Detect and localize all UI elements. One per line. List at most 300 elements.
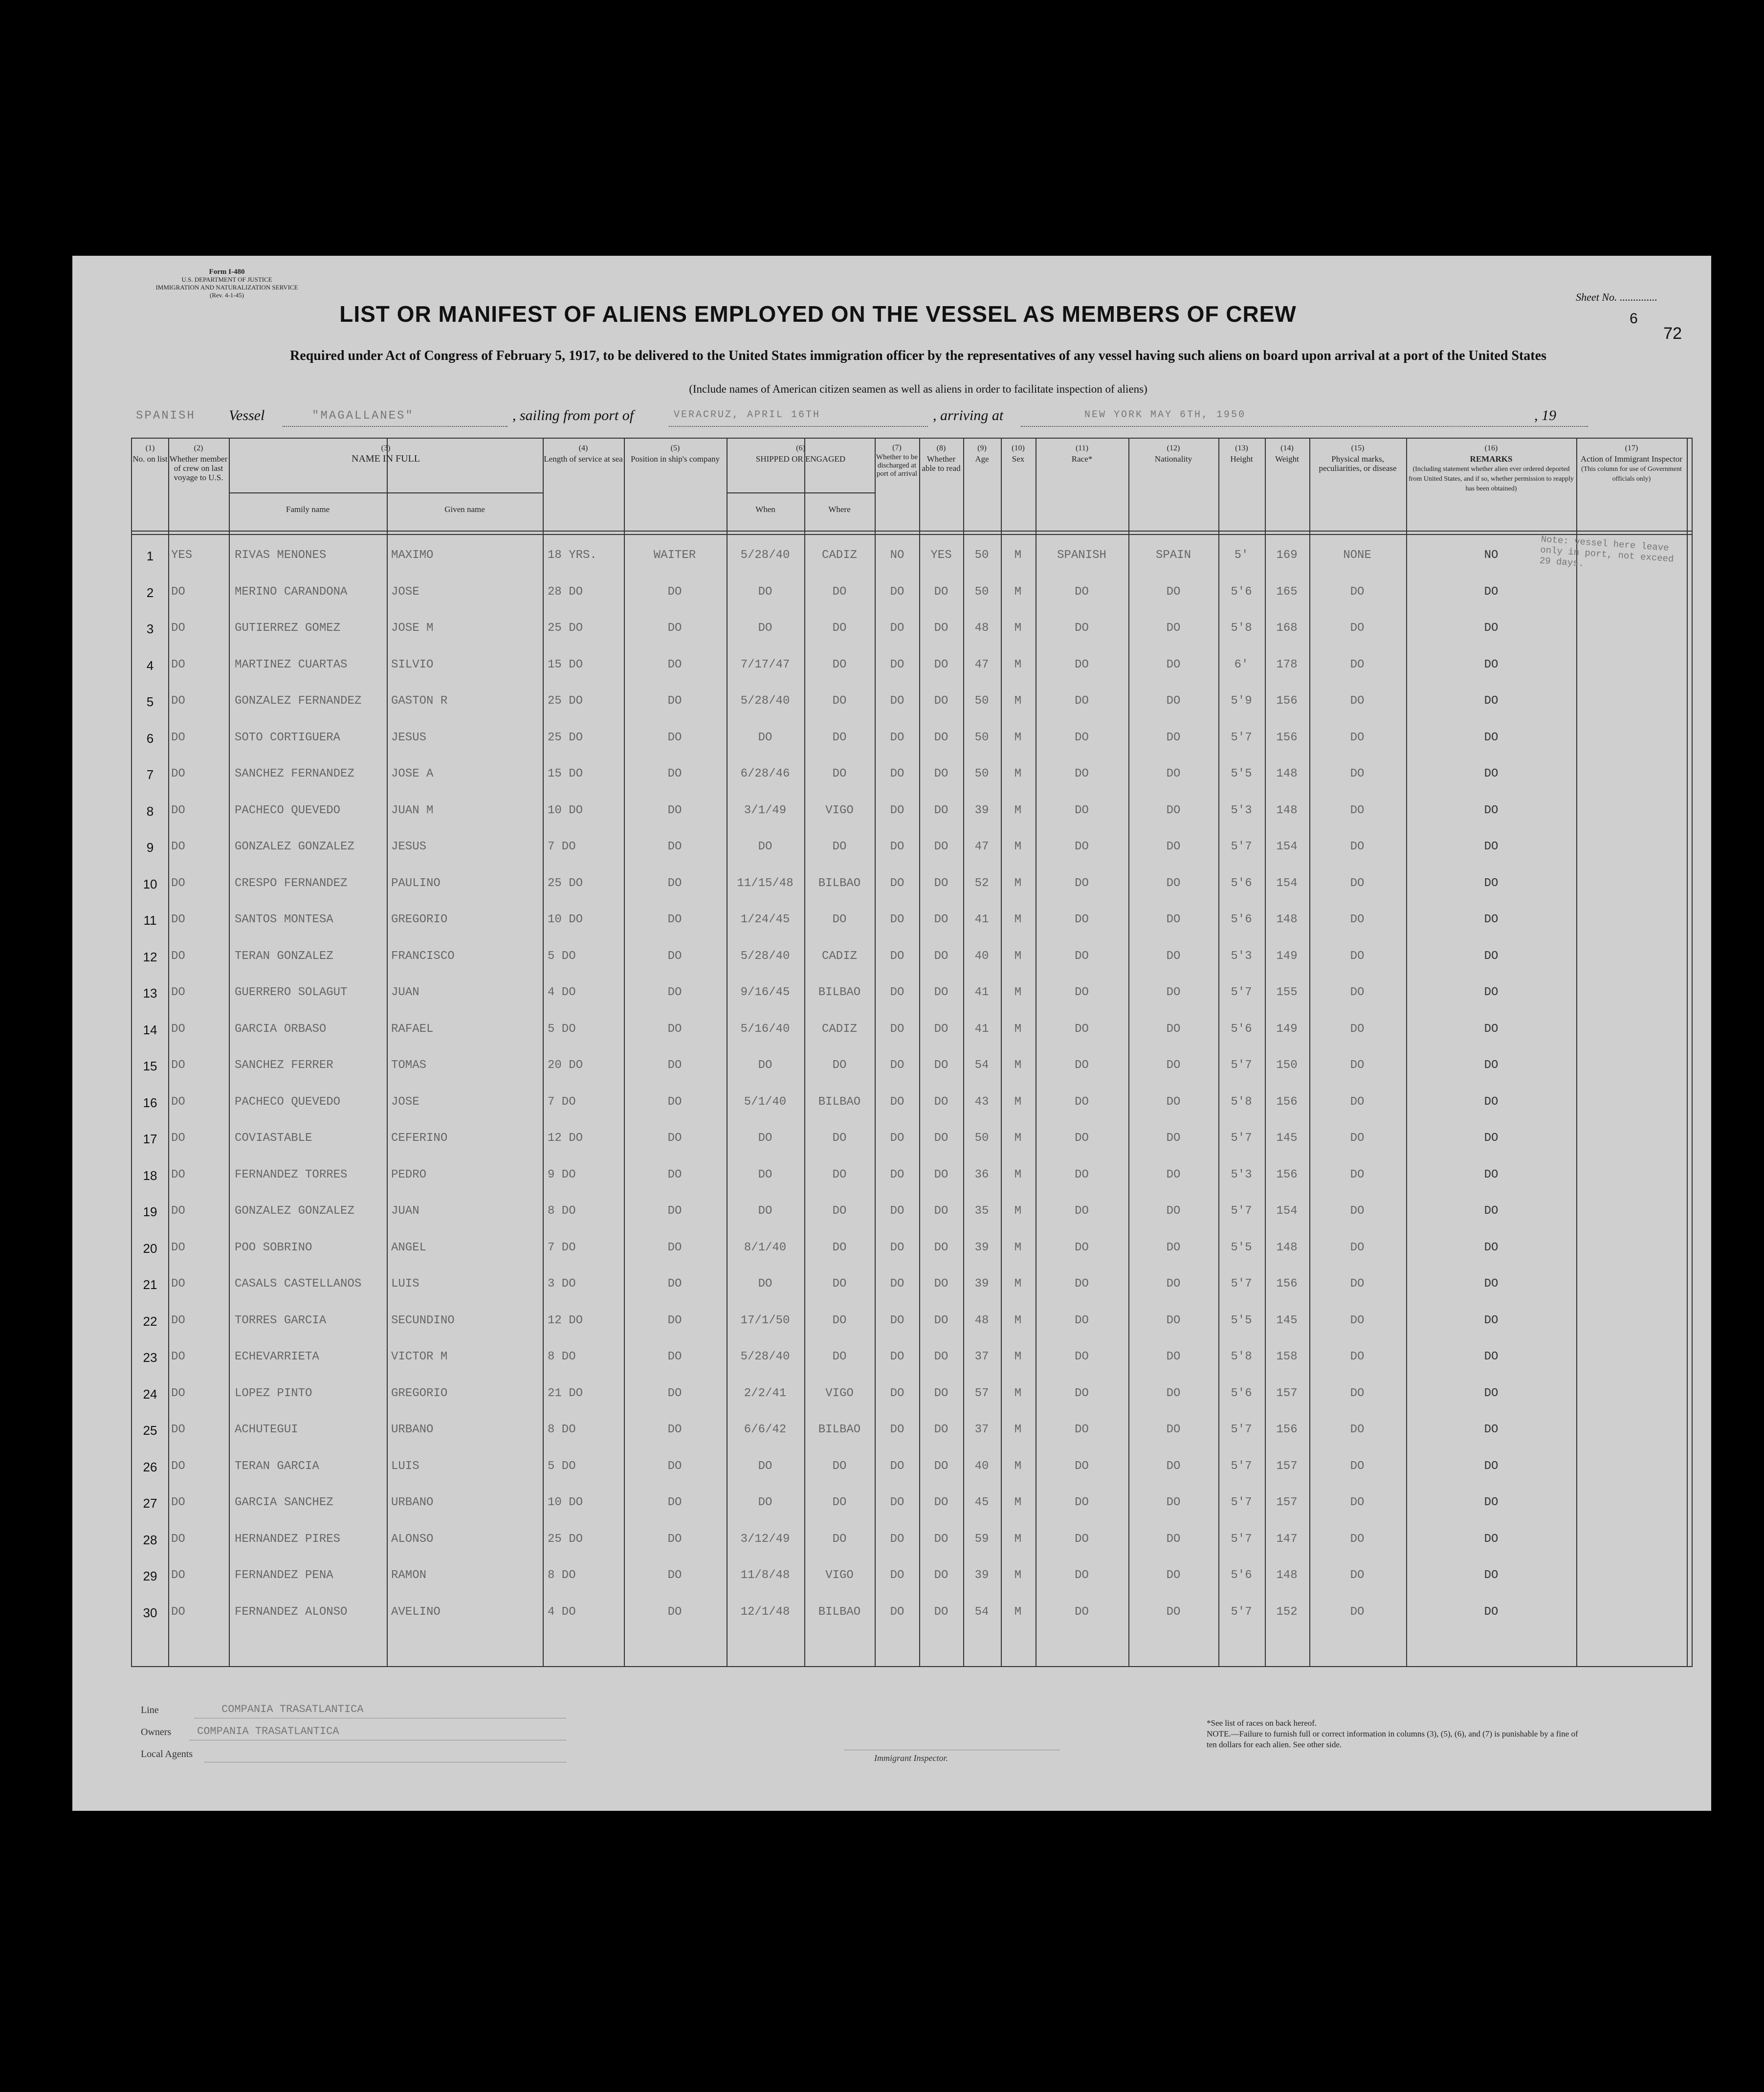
row-number: 6	[146, 731, 154, 746]
cell-where: DO	[832, 1277, 847, 1291]
cell-crew: DO	[171, 658, 185, 671]
cell-family: TORRES GARCIA	[235, 1313, 327, 1327]
cell-marks: DO	[1350, 1241, 1365, 1254]
cell-crew: DO	[171, 1132, 185, 1145]
row-number: 21	[143, 1277, 157, 1292]
cell-race: DO	[1075, 1423, 1089, 1436]
cell-family: GUERRERO SOLAGUT	[235, 986, 348, 999]
cell-height: 5'5	[1231, 767, 1252, 780]
col-14-header: (14) Weight	[1275, 444, 1299, 464]
cell-remarks: DO	[1484, 1132, 1499, 1145]
cell-height: 5'6	[1231, 1022, 1252, 1036]
cell-remarks: DO	[1484, 767, 1499, 780]
family-name-header: Family name	[286, 505, 330, 514]
cell-height: 5'6	[1231, 913, 1252, 926]
row-number: 29	[143, 1569, 157, 1583]
cell-sex: M	[1014, 1059, 1022, 1072]
cell-given: JOSE M	[391, 622, 434, 635]
cell-where: DO	[832, 767, 847, 780]
cell-nationality: DO	[1166, 1386, 1181, 1400]
cell-position: DO	[667, 1132, 682, 1145]
cell-marks: DO	[1350, 1350, 1365, 1363]
cell-read: DO	[934, 1168, 948, 1181]
manifest-table	[131, 438, 1693, 1667]
cell-remarks: DO	[1484, 1313, 1499, 1327]
cell-crew: DO	[171, 767, 185, 780]
row-number: 27	[143, 1496, 157, 1511]
cell-race: DO	[1075, 1132, 1089, 1145]
col-11-header: (11) Race*	[1071, 444, 1093, 464]
cell-service: 3 DO	[548, 1277, 576, 1291]
owners-value: COMPANIA TRASATLANTICA	[197, 1725, 339, 1737]
cell-race: DO	[1075, 694, 1089, 708]
cell-position: DO	[667, 1386, 682, 1400]
cell-age: 50	[974, 549, 989, 562]
cell-race: DO	[1075, 1204, 1089, 1218]
cell-race: DO	[1075, 1095, 1089, 1109]
cell-position: DO	[667, 731, 682, 744]
line-label: Line	[141, 1705, 159, 1715]
cell-service: 8 DO	[548, 1569, 576, 1582]
cell-family: SANTOS MONTESA	[235, 913, 333, 926]
cell-age: 59	[974, 1532, 989, 1546]
cell-family: GONZALEZ GONZALEZ	[235, 840, 354, 853]
cell-given: AVELINO	[391, 1605, 441, 1619]
cell-read: DO	[934, 1241, 948, 1254]
cell-crew: DO	[171, 803, 185, 817]
cell-where: BILBAO	[818, 986, 861, 999]
cell-sex: M	[1014, 1605, 1022, 1619]
col-3-header: (3) NAME IN FULL	[352, 444, 420, 464]
cell-weight: 152	[1276, 1605, 1298, 1619]
row-number: 3	[146, 622, 154, 636]
local-agents-label: Local Agents	[141, 1749, 193, 1759]
cell-given: RAFAEL	[391, 1022, 434, 1036]
cell-discharged: DO	[890, 949, 904, 963]
cell-race: DO	[1075, 1277, 1089, 1291]
cell-when: DO	[758, 585, 772, 599]
cell-sex: M	[1014, 658, 1022, 671]
cell-height: 5'7	[1231, 986, 1252, 999]
cell-remarks: DO	[1484, 1532, 1499, 1546]
cell-age: 39	[974, 1569, 989, 1582]
cell-service: 12 DO	[548, 1132, 583, 1145]
cell-height: 5'9	[1231, 694, 1252, 708]
cell-given: JUAN	[391, 986, 419, 999]
cell-when: DO	[758, 1168, 772, 1181]
cell-position: DO	[667, 949, 682, 963]
cell-crew: DO	[171, 1496, 185, 1509]
cell-race: DO	[1075, 1386, 1089, 1400]
cell-when: 1/24/45	[740, 913, 790, 926]
cell-service: 25 DO	[548, 1532, 583, 1546]
row-number: 13	[143, 986, 157, 1001]
cell-age: 37	[974, 1423, 989, 1436]
cell-where: DO	[832, 1459, 847, 1473]
cell-weight: 155	[1276, 986, 1298, 999]
cell-where: DO	[832, 913, 847, 926]
col-1-header: (1) No. on list	[132, 444, 168, 464]
vessel-line	[136, 402, 1627, 427]
cell-when: 5/16/40	[740, 1022, 790, 1036]
cell-height: 5'7	[1231, 1204, 1252, 1218]
cell-family: HERNANDEZ PIRES	[235, 1532, 341, 1546]
cell-read: DO	[934, 731, 948, 744]
cell-weight: 149	[1276, 949, 1298, 963]
cell-remarks: DO	[1484, 1168, 1499, 1181]
year-label: , 19	[1534, 407, 1556, 423]
cell-marks: DO	[1350, 1532, 1365, 1546]
cell-remarks: DO	[1484, 1569, 1499, 1582]
cell-discharged: DO	[890, 1313, 904, 1327]
cell-crew: DO	[171, 913, 185, 926]
cell-position: DO	[667, 1569, 682, 1582]
cell-weight: 154	[1276, 840, 1298, 853]
cell-height: 5'5	[1231, 1313, 1252, 1327]
cell-crew: DO	[171, 731, 185, 744]
cell-position: DO	[667, 1022, 682, 1036]
row-number: 8	[146, 803, 154, 819]
cell-crew: DO	[171, 622, 185, 635]
row-number: 26	[143, 1459, 157, 1474]
cell-age: 39	[974, 803, 989, 817]
cell-remarks: DO	[1484, 913, 1499, 926]
cell-race: DO	[1075, 1059, 1089, 1072]
cell-discharged: DO	[890, 840, 904, 853]
row-number: 22	[143, 1313, 157, 1329]
cell-crew: YES	[171, 549, 193, 562]
cell-discharged: DO	[890, 1605, 904, 1619]
cell-crew: DO	[171, 1095, 185, 1109]
cell-family: TERAN GARCIA	[235, 1459, 319, 1473]
cell-service: 15 DO	[548, 767, 583, 780]
cell-discharged: DO	[890, 1459, 904, 1473]
cell-given: GREGORIO	[391, 913, 448, 926]
row-number: 1	[146, 549, 154, 563]
cell-where: BILBAO	[818, 1605, 861, 1619]
cell-marks: DO	[1350, 1496, 1365, 1509]
cell-family: CRESPO FERNANDEZ	[235, 876, 348, 890]
cell-discharged: DO	[890, 1241, 904, 1254]
cell-read: DO	[934, 694, 948, 708]
cell-sex: M	[1014, 549, 1022, 562]
document-title: LIST OR MANIFEST OF ALIENS EMPLOYED ON THE VESSEL AS MEMBERS OF CREW	[339, 301, 1297, 327]
cell-read: DO	[934, 949, 948, 963]
cell-nationality: DO	[1166, 1277, 1181, 1291]
cell-position: DO	[667, 694, 682, 708]
cell-discharged: DO	[890, 622, 904, 635]
cell-race: SPANISH	[1057, 549, 1106, 562]
cell-read: YES	[930, 549, 952, 562]
cell-marks: DO	[1350, 1569, 1365, 1582]
service-name: IMMIGRATION AND NATURALIZATION SERVICE	[155, 284, 298, 291]
cell-where: DO	[832, 1496, 847, 1509]
cell-nationality: DO	[1166, 1313, 1181, 1327]
cell-race: DO	[1075, 986, 1089, 999]
vessel-name: "MAGALLANES"	[312, 409, 414, 423]
cell-family: GONZALEZ FERNANDEZ	[235, 694, 362, 708]
cell-sex: M	[1014, 1386, 1022, 1400]
cell-remarks: DO	[1484, 1095, 1499, 1109]
cell-race: DO	[1075, 1022, 1089, 1036]
cell-when: DO	[758, 622, 772, 635]
cell-position: DO	[667, 1605, 682, 1619]
cell-where: VIGO	[825, 803, 854, 817]
cell-race: DO	[1075, 1532, 1089, 1546]
row-number: 5	[146, 694, 154, 709]
cell-discharged: DO	[890, 913, 904, 926]
cell-sex: M	[1014, 1532, 1022, 1546]
cell-height: 5'7	[1231, 1605, 1252, 1619]
cell-marks: DO	[1350, 1095, 1365, 1109]
cell-weight: 148	[1276, 803, 1298, 817]
cell-position: DO	[667, 1059, 682, 1072]
cell-marks: DO	[1350, 658, 1365, 671]
row-number: 19	[143, 1204, 157, 1219]
cell-age: 50	[974, 1132, 989, 1145]
cell-given: ANGEL	[391, 1241, 427, 1254]
cell-height: 5'7	[1231, 1532, 1252, 1546]
cell-when: 5/1/40	[744, 1095, 787, 1109]
cell-age: 39	[974, 1277, 989, 1291]
cell-nationality: DO	[1166, 1204, 1181, 1218]
cell-read: DO	[934, 1095, 948, 1109]
cell-remarks: DO	[1484, 1277, 1499, 1291]
cell-remarks: DO	[1484, 1204, 1499, 1218]
owners-field	[141, 1725, 339, 1738]
cell-crew: DO	[171, 1605, 185, 1619]
row-number: 10	[143, 876, 157, 891]
cell-read: DO	[934, 1532, 948, 1546]
cell-crew: DO	[171, 1022, 185, 1036]
cell-read: DO	[934, 1204, 948, 1218]
cell-crew: DO	[171, 876, 185, 890]
cell-sex: M	[1014, 1241, 1022, 1254]
cell-family: TERAN GONZALEZ	[235, 949, 333, 963]
cell-where: DO	[832, 1059, 847, 1072]
cell-discharged: DO	[890, 1277, 904, 1291]
cell-weight: 168	[1276, 622, 1298, 635]
cell-where: DO	[832, 840, 847, 853]
row-number: 25	[143, 1423, 157, 1438]
cell-marks: DO	[1350, 694, 1365, 708]
cell-where: VIGO	[825, 1386, 854, 1400]
cell-given: JESUS	[391, 840, 427, 853]
cell-sex: M	[1014, 913, 1022, 926]
cell-read: DO	[934, 1313, 948, 1327]
cell-read: DO	[934, 1350, 948, 1363]
cell-marks: DO	[1350, 1132, 1365, 1145]
cell-nationality: DO	[1166, 767, 1181, 780]
cell-remarks: DO	[1484, 1423, 1499, 1436]
cell-marks: DO	[1350, 1022, 1365, 1036]
cell-given: URBANO	[391, 1423, 434, 1436]
cell-crew: DO	[171, 1204, 185, 1218]
cell-weight: 158	[1276, 1350, 1298, 1363]
arriving-label: , arriving at	[933, 407, 1004, 423]
cell-age: 37	[974, 1350, 989, 1363]
cell-nationality: DO	[1166, 949, 1181, 963]
cell-nationality: DO	[1166, 1168, 1181, 1181]
cell-height: 6'	[1234, 658, 1249, 671]
row-number: 14	[143, 1022, 157, 1037]
cell-read: DO	[934, 658, 948, 671]
cell-when: DO	[758, 840, 772, 853]
cell-service: 8 DO	[548, 1204, 576, 1218]
cell-age: 50	[974, 731, 989, 744]
cell-remarks: DO	[1484, 731, 1499, 744]
cell-read: DO	[934, 1386, 948, 1400]
cell-crew: DO	[171, 986, 185, 999]
cell-read: DO	[934, 1059, 948, 1072]
cell-sex: M	[1014, 1204, 1022, 1218]
cell-sex: M	[1014, 622, 1022, 635]
cell-when: DO	[758, 1132, 772, 1145]
cell-position: DO	[667, 876, 682, 890]
cell-nationality: DO	[1166, 1496, 1181, 1509]
where-header: Where	[828, 505, 851, 514]
cell-sex: M	[1014, 1350, 1022, 1363]
cell-discharged: DO	[890, 803, 904, 817]
form-revision: (Rev. 4-1-45)	[210, 291, 244, 299]
line-value: COMPANIA TRASATLANTICA	[221, 1703, 364, 1715]
row-number: 20	[143, 1241, 157, 1256]
manifest-sheet	[72, 256, 1711, 1811]
cell-weight: 156	[1276, 1095, 1298, 1109]
cell-height: 5'7	[1231, 1496, 1252, 1509]
cell-discharged: DO	[890, 767, 904, 780]
cell-age: 57	[974, 1386, 989, 1400]
cell-service: 5 DO	[548, 949, 576, 963]
cell-crew: DO	[171, 585, 185, 599]
cell-family: CASALS CASTELLANOS	[235, 1277, 362, 1291]
cell-read: DO	[934, 1277, 948, 1291]
cell-when: DO	[758, 1204, 772, 1218]
col-13-header: (13) Height	[1230, 444, 1253, 464]
cell-family: POO SOBRINO	[235, 1241, 312, 1254]
row-number: 7	[146, 767, 154, 782]
cell-remarks: NO	[1484, 549, 1499, 562]
cell-when: 8/1/40	[744, 1241, 787, 1254]
cell-nationality: DO	[1166, 1605, 1181, 1619]
cell-age: 39	[974, 1241, 989, 1254]
cell-family: ACHUTEGUI	[235, 1423, 298, 1436]
cell-position: DO	[667, 622, 682, 635]
cell-position: DO	[667, 986, 682, 999]
cell-marks: DO	[1350, 767, 1365, 780]
cell-nationality: DO	[1166, 1241, 1181, 1254]
cell-position: DO	[667, 1459, 682, 1473]
cell-service: 28 DO	[548, 585, 583, 599]
cell-family: LOPEZ PINTO	[235, 1386, 312, 1400]
cell-nationality: DO	[1166, 658, 1181, 671]
vessel-label: Vessel	[229, 407, 265, 423]
col-15-header: (15) Physical marks, peculiarities, or disease	[1319, 444, 1397, 473]
cell-given: GASTON R	[391, 694, 448, 708]
cell-nationality: SPAIN	[1155, 549, 1191, 562]
cell-position: DO	[667, 1277, 682, 1291]
cell-height: 5'6	[1231, 876, 1252, 890]
cell-where: DO	[832, 622, 847, 635]
cell-when: 5/28/40	[740, 549, 790, 562]
cell-family: FERNANDEZ PENA	[235, 1569, 333, 1582]
cell-age: 41	[974, 1022, 989, 1036]
cell-position: DO	[667, 803, 682, 817]
cell-marks: NONE	[1343, 549, 1371, 562]
cell-given: JOSE	[391, 585, 419, 599]
cell-given: PAULINO	[391, 876, 441, 890]
cell-position: DO	[667, 1241, 682, 1254]
cell-age: 45	[974, 1496, 989, 1509]
cell-position: DO	[667, 1095, 682, 1109]
cell-weight: 148	[1276, 1241, 1298, 1254]
cell-nationality: DO	[1166, 1569, 1181, 1582]
cell-discharged: DO	[890, 1569, 904, 1582]
cell-family: GARCIA SANCHEZ	[235, 1496, 333, 1509]
cell-where: DO	[832, 1132, 847, 1145]
cell-nationality: DO	[1166, 986, 1181, 999]
cell-marks: DO	[1350, 1277, 1365, 1291]
cell-weight: 169	[1276, 549, 1298, 562]
cell-race: DO	[1075, 1459, 1089, 1473]
cell-nationality: DO	[1166, 1459, 1181, 1473]
cell-height: 5'6	[1231, 1386, 1252, 1400]
form-number: Form I-480	[209, 268, 245, 276]
col-6-header: (6) SHIPPED OR ENGAGED	[755, 444, 846, 464]
cell-position: WAITER	[653, 549, 696, 562]
cell-nationality: DO	[1166, 1132, 1181, 1145]
cell-age: 50	[974, 585, 989, 599]
cell-where: BILBAO	[818, 1095, 861, 1109]
cell-weight: 148	[1276, 767, 1298, 780]
cell-discharged: DO	[890, 1386, 904, 1400]
cell-service: 25 DO	[548, 731, 583, 744]
cell-position: DO	[667, 658, 682, 671]
cell-where: DO	[832, 694, 847, 708]
cell-sex: M	[1014, 694, 1022, 708]
cell-crew: DO	[171, 949, 185, 963]
cell-weight: 147	[1276, 1532, 1298, 1546]
cell-service: 8 DO	[548, 1423, 576, 1436]
cell-service: 7 DO	[548, 840, 576, 853]
cell-position: DO	[667, 1532, 682, 1546]
cell-read: DO	[934, 803, 948, 817]
cell-sex: M	[1014, 1313, 1022, 1327]
cell-when: 9/16/45	[740, 986, 790, 999]
cell-service: 9 DO	[548, 1168, 576, 1181]
cell-crew: DO	[171, 1386, 185, 1400]
cell-family: FERNANDEZ ALONSO	[235, 1605, 348, 1619]
cell-where: CADIZ	[821, 949, 857, 963]
col-9-header: (9) Age	[975, 444, 989, 464]
row-number: 11	[143, 913, 157, 928]
cell-read: DO	[934, 585, 948, 599]
cell-marks: DO	[1350, 1423, 1365, 1436]
line-field	[141, 1703, 364, 1716]
col-10-header: (10) Sex	[1012, 444, 1025, 464]
cell-when: 5/28/40	[740, 1350, 790, 1363]
cell-service: 25 DO	[548, 622, 583, 635]
cell-height: 5'3	[1231, 949, 1252, 963]
cell-position: DO	[667, 913, 682, 926]
cell-remarks: DO	[1484, 949, 1499, 963]
page-number: 72	[1663, 324, 1682, 343]
cell-sex: M	[1014, 1459, 1022, 1473]
sheet-number-block: Sheet No. .............. 6	[1576, 291, 1657, 327]
col-8-header: (8) Whether able to read	[922, 444, 961, 473]
cell-when: 17/1/50	[740, 1313, 790, 1327]
cell-nationality: DO	[1166, 622, 1181, 635]
